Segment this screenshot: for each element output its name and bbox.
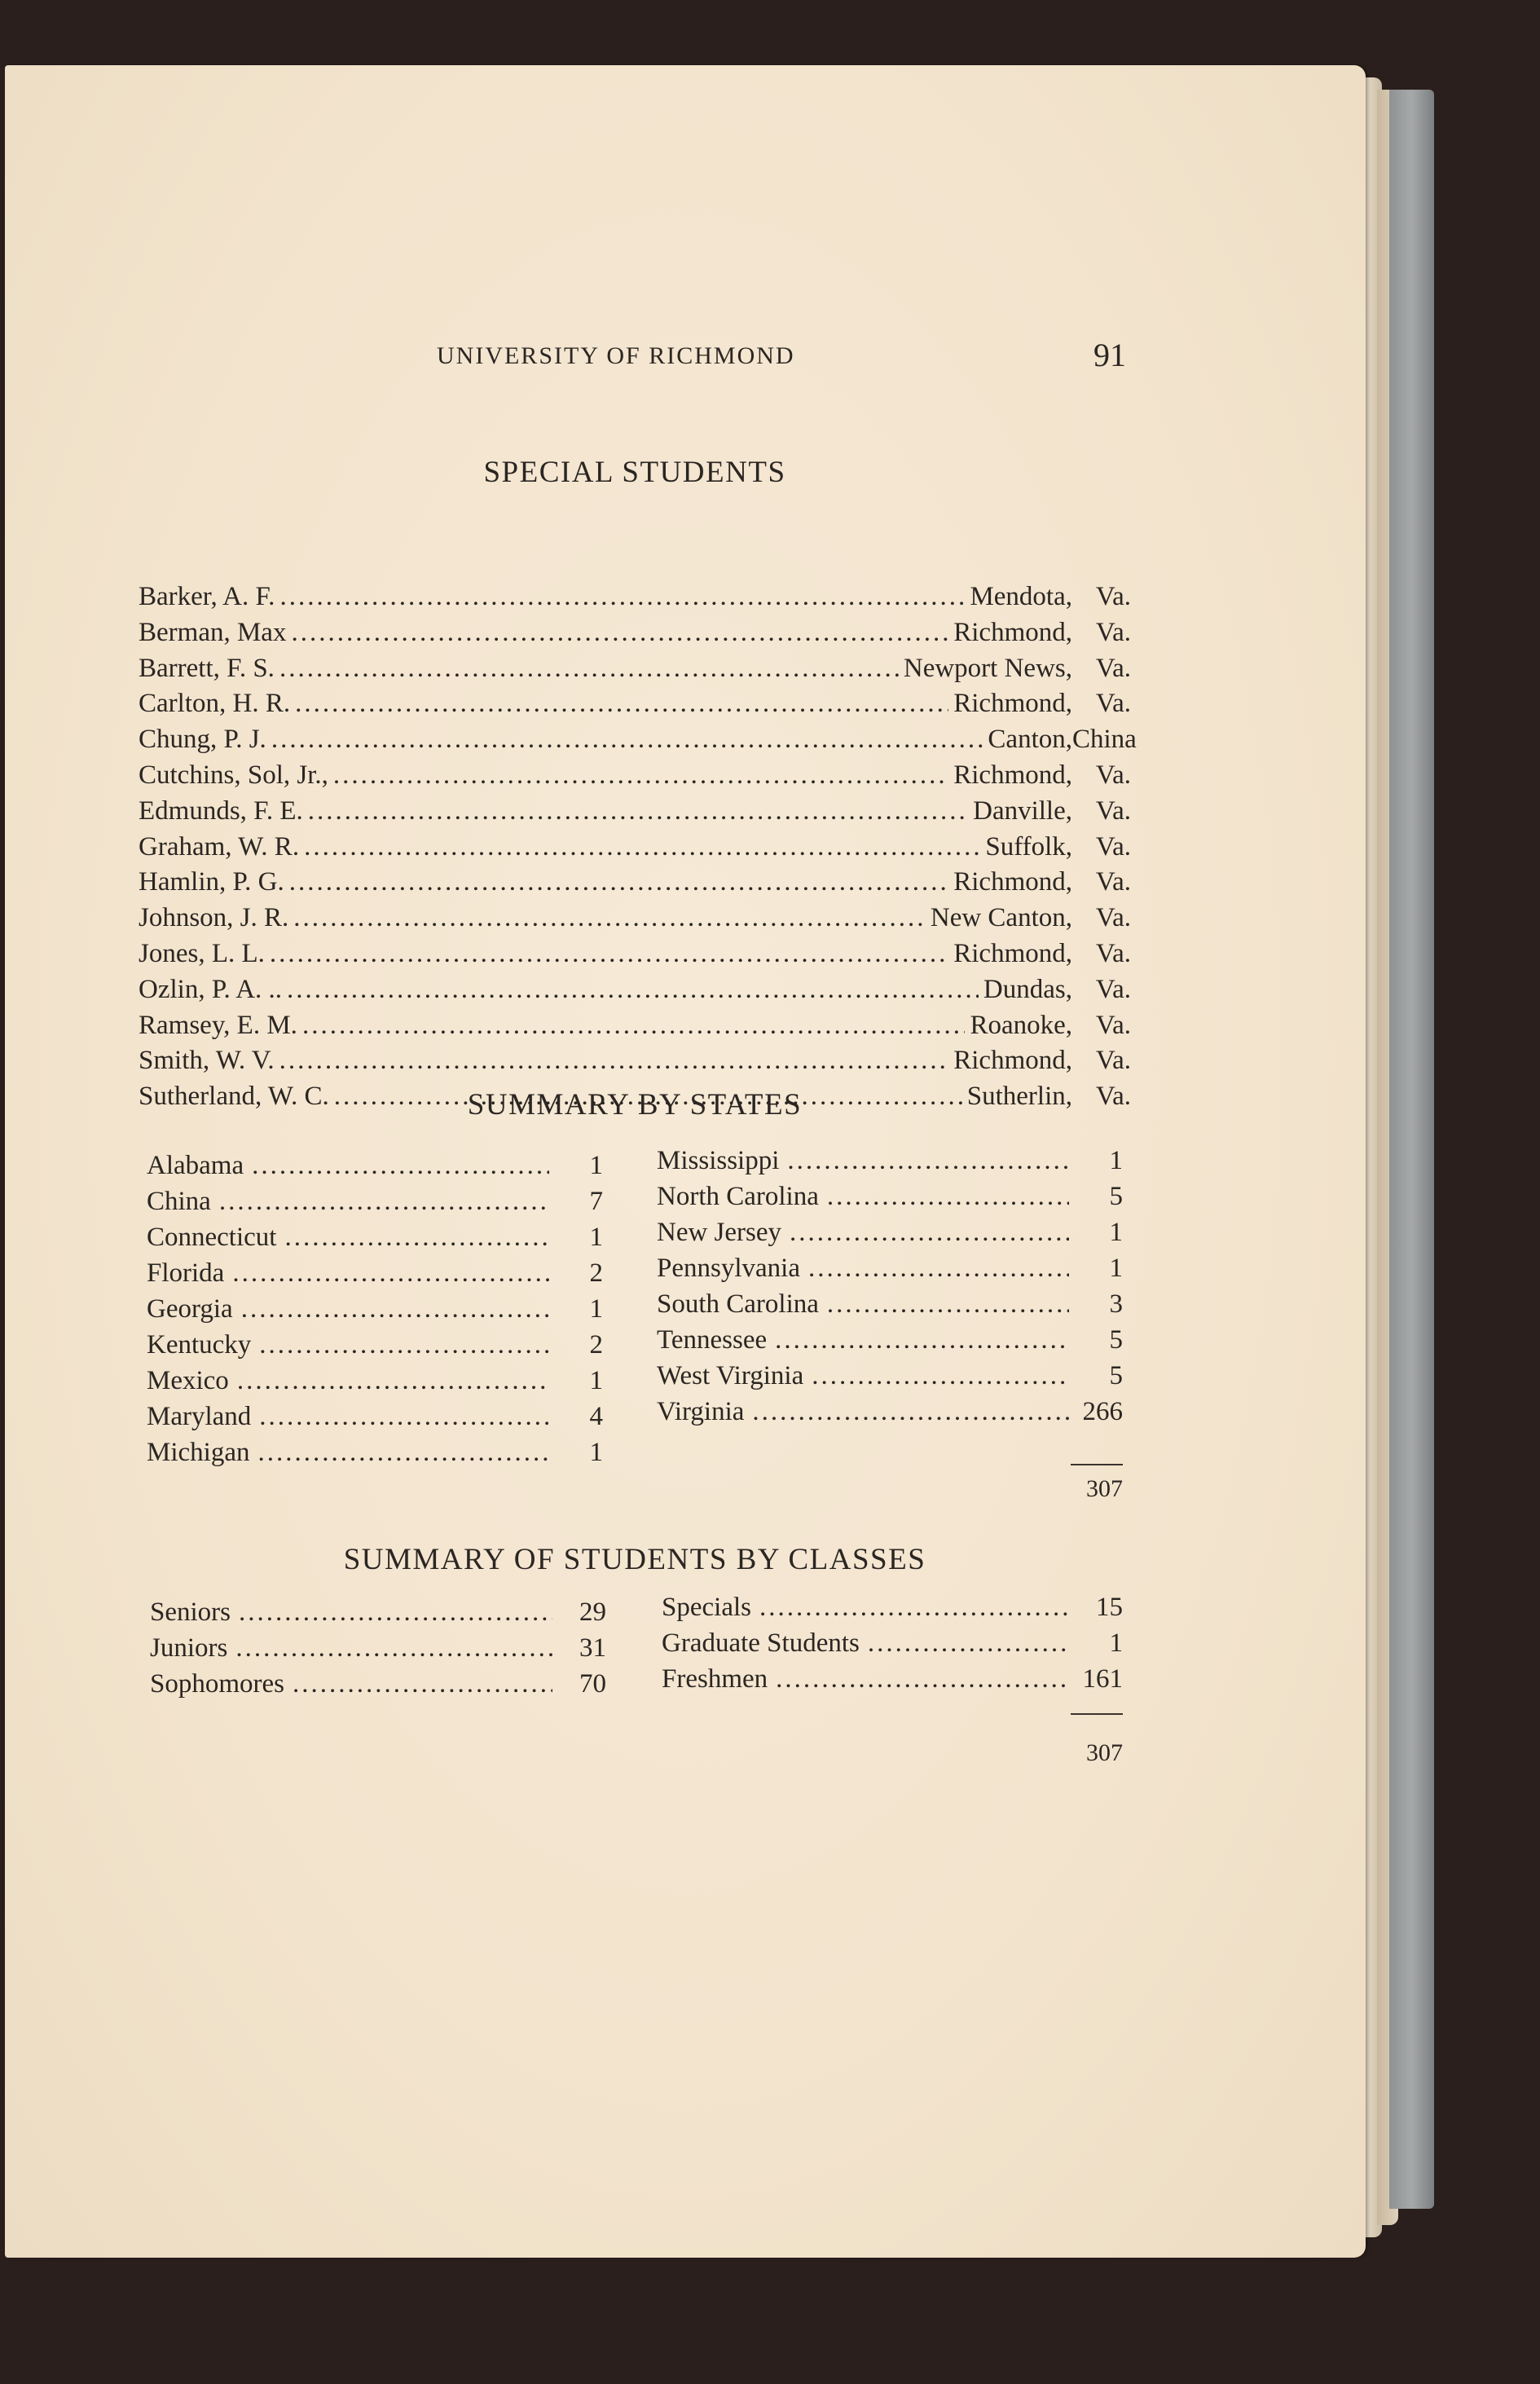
summary-count: 29 xyxy=(579,1597,606,1627)
student-row xyxy=(139,864,1131,900)
summary-label: Pennsylvania xyxy=(657,1254,800,1283)
summary-label: Michigan xyxy=(147,1438,250,1467)
student-name: Chung, P. J. xyxy=(139,725,266,755)
summary-label: Seniors xyxy=(150,1597,231,1627)
leader-dots xyxy=(304,829,980,865)
summary-label: Kentucky xyxy=(147,1330,252,1359)
summary-count: 31 xyxy=(579,1633,606,1663)
summary-label: Alabama xyxy=(147,1151,244,1180)
student-row xyxy=(139,829,1131,865)
summary-row xyxy=(147,1399,603,1434)
summary-count: 1 xyxy=(589,1294,603,1324)
summary-row xyxy=(662,1589,1123,1625)
classes-right-column xyxy=(662,1589,1123,1697)
states-left-column xyxy=(147,1148,603,1470)
summary-row xyxy=(662,1625,1123,1661)
summary-count: 3 xyxy=(1109,1289,1123,1319)
leader-dots xyxy=(259,1327,549,1363)
student-state: Va. xyxy=(1095,1082,1131,1112)
leader-dots xyxy=(219,1183,549,1219)
student-city: Danville, xyxy=(973,795,1072,826)
student-row xyxy=(139,721,1137,757)
summary-count: 1 xyxy=(589,1223,603,1252)
student-state: Va. xyxy=(1095,1046,1131,1076)
summary-row xyxy=(657,1179,1123,1214)
summary-row xyxy=(150,1594,606,1630)
summary-label: New Jersey xyxy=(657,1218,782,1247)
student-state: Va. xyxy=(1095,653,1131,683)
student-state: Va. xyxy=(1095,867,1131,897)
student-city: Richmond, xyxy=(953,760,1072,790)
summary-label: West Virginia xyxy=(657,1361,804,1390)
summary-count: 266 xyxy=(1082,1397,1123,1426)
summary-row xyxy=(662,1661,1123,1697)
leader-dots xyxy=(279,1042,949,1078)
summary-count: 2 xyxy=(589,1330,603,1359)
leader-dots xyxy=(308,793,968,829)
leader-dots xyxy=(237,1363,549,1399)
student-state: Va. xyxy=(1095,617,1131,647)
summary-row xyxy=(657,1358,1123,1394)
student-row xyxy=(139,1042,1131,1078)
summary-row xyxy=(150,1630,606,1666)
summary-row xyxy=(147,1363,603,1399)
summary-count: 7 xyxy=(589,1187,603,1216)
summary-count: 15 xyxy=(1096,1593,1123,1622)
student-name: Sutherland, W. C. xyxy=(139,1082,329,1112)
leader-dots xyxy=(776,1661,1069,1697)
summary-row xyxy=(657,1322,1123,1358)
student-state: Va. xyxy=(1095,974,1131,1004)
leader-dots xyxy=(232,1255,549,1291)
leader-dots xyxy=(812,1358,1069,1394)
student-city: Richmond, xyxy=(953,939,1072,968)
leader-dots xyxy=(259,1399,549,1434)
leader-dots xyxy=(293,900,926,936)
special-students-title: SPECIAL STUDENTS xyxy=(483,456,786,489)
summary-label: Mexico xyxy=(147,1366,229,1395)
student-name: Carlton, H. R. xyxy=(139,689,291,719)
summary-label: Maryland xyxy=(147,1402,252,1431)
student-city: Sutherlin, xyxy=(966,1082,1072,1112)
summary-count: 1 xyxy=(589,1438,603,1467)
student-city: Mendota, xyxy=(970,582,1072,611)
student-name: Barker, A. F. xyxy=(139,582,275,611)
leader-dots xyxy=(775,1322,1069,1358)
classes-total-rule xyxy=(1071,1713,1123,1715)
student-state: Va. xyxy=(1095,795,1131,826)
student-city: Dundas, xyxy=(983,974,1072,1004)
leader-dots xyxy=(827,1179,1069,1214)
leader-dots xyxy=(257,1434,549,1470)
page-number: 91 xyxy=(1093,337,1126,373)
student-row xyxy=(139,615,1131,650)
states-right-column xyxy=(657,1143,1123,1430)
summary-label: Tennessee xyxy=(657,1325,768,1355)
student-name: Jones, L. L. xyxy=(139,939,265,968)
classes-left-column xyxy=(150,1594,606,1702)
summary-row xyxy=(657,1214,1123,1250)
student-row xyxy=(139,757,1131,793)
student-row xyxy=(139,1007,1131,1043)
summary-row xyxy=(147,1434,603,1470)
summary-by-states-title: SUMMARY BY STATES xyxy=(467,1088,803,1121)
summary-label: Sophomores xyxy=(150,1669,284,1699)
student-row xyxy=(139,936,1131,972)
summary-row xyxy=(657,1143,1123,1179)
summary-row xyxy=(657,1286,1123,1322)
leader-dots xyxy=(808,1250,1069,1286)
leader-dots xyxy=(333,757,948,793)
student-state: Va. xyxy=(1095,903,1131,933)
summary-count: 70 xyxy=(579,1669,606,1699)
summary-label: Juniors xyxy=(150,1633,228,1663)
student-state: Va. xyxy=(1095,689,1131,719)
summary-row xyxy=(147,1183,603,1219)
student-state: Va. xyxy=(1095,760,1131,790)
student-state: Va. xyxy=(1095,582,1131,611)
student-row xyxy=(139,793,1131,829)
leader-dots xyxy=(235,1630,552,1666)
student-row xyxy=(139,579,1131,615)
summary-row xyxy=(657,1250,1123,1286)
student-city: Roanoke, xyxy=(970,1010,1072,1040)
summary-count: 1 xyxy=(589,1366,603,1395)
student-name: Cutchins, Sol, Jr., xyxy=(139,760,328,790)
leader-dots xyxy=(241,1291,549,1327)
summary-count: 5 xyxy=(1109,1325,1123,1355)
student-city: Canton, xyxy=(988,725,1072,755)
student-row xyxy=(139,650,1131,686)
summary-label: South Carolina xyxy=(657,1289,819,1319)
leader-dots xyxy=(759,1589,1069,1625)
summary-row xyxy=(657,1394,1123,1430)
student-row xyxy=(139,685,1131,721)
leader-dots xyxy=(239,1594,552,1630)
leader-dots xyxy=(289,864,948,900)
student-name: Berman, Max xyxy=(139,617,287,647)
book-page xyxy=(5,65,1366,2258)
leader-dots xyxy=(291,615,948,650)
student-name: Hamlin, P. G. xyxy=(139,867,284,897)
leader-dots xyxy=(295,685,948,721)
summary-label: North Carolina xyxy=(657,1182,819,1211)
summary-count: 4 xyxy=(589,1402,603,1431)
student-state: Va. xyxy=(1095,831,1131,862)
summary-label: Freshmen xyxy=(662,1664,768,1694)
leader-dots xyxy=(293,1666,552,1702)
student-name: Smith, W. V. xyxy=(139,1046,275,1076)
student-name: Ozlin, P. A. .. xyxy=(139,974,283,1004)
student-row xyxy=(139,900,1131,936)
states-total: 307 xyxy=(1086,1475,1123,1502)
leader-dots xyxy=(252,1148,549,1183)
summary-row xyxy=(147,1291,603,1327)
summary-label: Mississippi xyxy=(657,1146,780,1175)
summary-row xyxy=(147,1148,603,1183)
summary-label: Specials xyxy=(662,1593,751,1622)
student-name: Johnson, J. R. xyxy=(139,903,289,933)
summary-count: 1 xyxy=(1109,1254,1123,1283)
summary-row xyxy=(147,1255,603,1291)
student-city: Richmond, xyxy=(953,617,1072,647)
leader-dots xyxy=(827,1286,1069,1322)
leader-dots xyxy=(752,1394,1069,1430)
summary-count: 1 xyxy=(1109,1628,1123,1658)
summary-label: Georgia xyxy=(147,1294,233,1324)
leader-dots xyxy=(279,650,899,686)
student-city: Newport News, xyxy=(903,653,1072,683)
student-row xyxy=(139,972,1131,1007)
student-city: Suffolk, xyxy=(985,831,1072,862)
student-state: Va. xyxy=(1095,939,1131,968)
summary-count: 5 xyxy=(1109,1361,1123,1390)
summary-row xyxy=(147,1327,603,1363)
leader-dots xyxy=(279,579,965,615)
summary-row xyxy=(147,1219,603,1255)
summary-label: Florida xyxy=(147,1258,225,1288)
summary-label: Connecticut xyxy=(147,1223,277,1252)
summary-count: 1 xyxy=(1109,1146,1123,1175)
leader-dots xyxy=(787,1143,1069,1179)
student-name: Ramsey, E. M. xyxy=(139,1010,297,1040)
summary-count: 1 xyxy=(589,1151,603,1180)
student-state: Va. xyxy=(1095,1010,1131,1040)
leader-dots xyxy=(287,972,979,1007)
student-name: Barrett, F. S. xyxy=(139,653,275,683)
leader-dots xyxy=(270,936,948,972)
summary-label: China xyxy=(147,1187,211,1216)
leader-dots xyxy=(284,1219,549,1255)
summary-count: 1 xyxy=(1109,1218,1123,1247)
summary-by-classes-title: SUMMARY OF STUDENTS BY CLASSES xyxy=(343,1543,926,1576)
student-city: Richmond, xyxy=(953,867,1072,897)
classes-total: 307 xyxy=(1086,1739,1123,1766)
student-name: Graham, W. R. xyxy=(139,831,300,862)
student-city: Richmond, xyxy=(953,1046,1072,1076)
student-state: China xyxy=(1072,725,1137,755)
student-city: New Canton, xyxy=(930,903,1072,933)
summary-count: 5 xyxy=(1109,1182,1123,1211)
summary-count: 2 xyxy=(589,1258,603,1288)
leader-dots xyxy=(302,1007,966,1043)
states-total-rule xyxy=(1071,1464,1123,1465)
student-name: Edmunds, F. E. xyxy=(139,795,303,826)
summary-row xyxy=(150,1666,606,1702)
running-title: UNIVERSITY OF RICHMOND xyxy=(437,342,795,369)
leader-dots xyxy=(271,721,983,757)
leader-dots xyxy=(790,1214,1069,1250)
book-cover-edge xyxy=(1389,90,1434,2209)
summary-label: Virginia xyxy=(657,1397,745,1426)
summary-count: 161 xyxy=(1082,1664,1123,1694)
summary-label: Graduate Students xyxy=(662,1628,860,1658)
student-city: Richmond, xyxy=(953,689,1072,719)
running-head xyxy=(300,337,1126,383)
leader-dots xyxy=(868,1625,1069,1661)
